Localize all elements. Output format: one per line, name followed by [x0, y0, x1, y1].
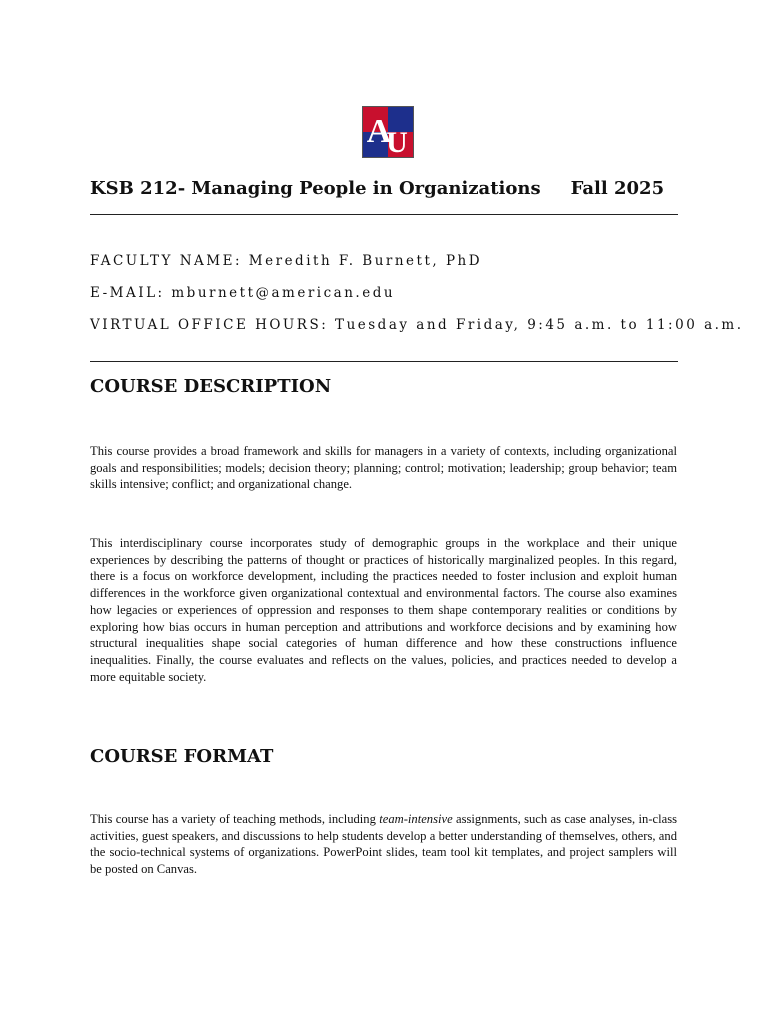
au-logo-icon	[362, 106, 414, 158]
course-format-heading: COURSE FORMAT	[90, 746, 274, 767]
course-title-row	[90, 178, 678, 199]
course-format-emphasis: team-intensive	[379, 812, 453, 826]
course-description-heading: COURSE DESCRIPTION	[90, 376, 332, 397]
course-description-paragraph-1: This course provides a broad framework and skills for managers in a variety of contexts, including organizational goals and responsibilities; models; decision theory; planning; control; motivation; leadership; group behavior; team skills intensive; conflict; and organizational change.	[90, 444, 677, 492]
course-format-text-end: assignments, such as case analyses, in-class activities, guest speakers, and discussions to help students develop a better understanding of themselves, others, and the socio-technical systems of organizations. PowerPoint slides, team tool kit templates, and project samplers will be posted on Canvas.	[90, 812, 677, 877]
office-hours: VIRTUAL OFFICE HOURS: Tuesday and Friday, 9:45 a.m. to 11:00 a.m.	[90, 317, 744, 333]
course-title: KSB 212- Managing People in Organizations	[90, 178, 541, 199]
course-format-paragraph	[90, 811, 677, 878]
course-term: Fall 2025	[570, 178, 665, 199]
svg-text:U: U	[386, 126, 408, 158]
faculty-email: E-MAIL: mburnett@american.edu	[90, 285, 396, 301]
divider-top	[90, 214, 678, 215]
svg-text:A: A	[366, 113, 392, 150]
course-description-paragraph-2: This interdisciplinary course incorporates study of demographic groups in the workplace and their unique experiences by describing the patterns of thought or practices of historically marginalized peoples. In this regard, there is a focus on workforce development, including the practices needed to foster inclusion and exploit human differences in the workforce given organizational contextual and environmental factors. The course also examines how legacies or experiences of oppression and responses to them shape contemporary realities or conditions by exploring how bias occurs in human perception and attributions and workforce decisions and by examining how structural inequalities shape social categories of human difference and how these constructions influence inequalities. Finally, the course evaluates and reflects on the values, policies, and practices needed to develop a more equitable society.	[90, 536, 677, 684]
divider-bottom	[90, 361, 678, 362]
course-format-text-start: This course has a variety of teaching methods, including	[90, 812, 380, 826]
faculty-name: FACULTY NAME: Meredith F. Burnett, PhD	[90, 253, 483, 269]
university-logo	[362, 106, 414, 158]
